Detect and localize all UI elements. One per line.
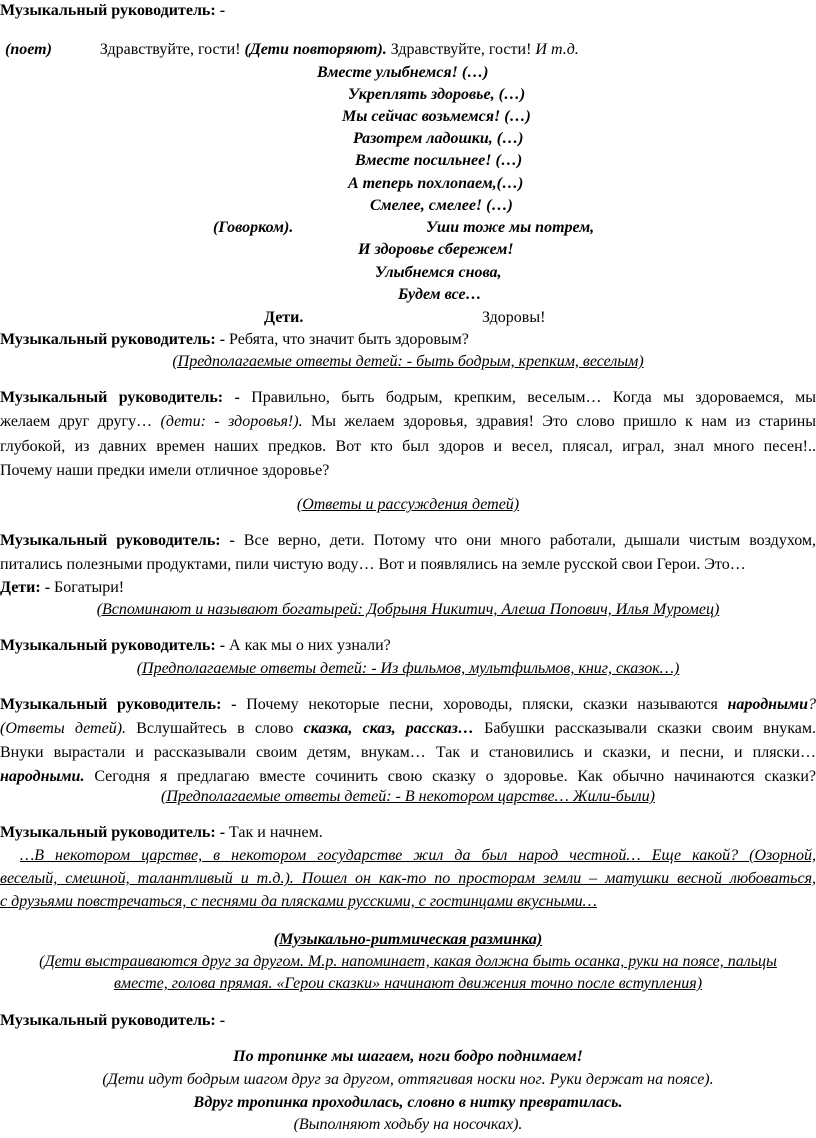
paragraph-text: Мы желаем здоровья, здравия! Это слово пришло к нам из старины [311, 413, 816, 430]
answer-note: (Вспоминают и называют богатырей: Добрыня Никитич, Алеша Попович, Илья Муромец) [96, 601, 720, 618]
verse-line: По тропинке мы шагаем, ноги бодро поднимаем! [233, 1048, 583, 1065]
song-line: Разотрем ладошки, (…) [353, 130, 524, 147]
song-line: Укреплять здоровье, (…) [348, 86, 526, 103]
question-text: Так и начнем. [229, 824, 323, 841]
paragraph-text: желаем друг другу… [0, 413, 153, 430]
answer-note: (Предполагаемые ответы детей: - В некотором царстве… Жили-были) [161, 788, 655, 805]
paragraph-text: Правильно, быть бодрым, крепким, веселым… Когда мы здороваемся, мы [251, 389, 816, 406]
emphasis-word: народными. [0, 768, 85, 785]
emphasis-word: народными [727, 696, 808, 713]
paragraph-line: Почему наши предки имели отличное здоровье? [0, 462, 330, 479]
children-reply-inline: (дети: - здоровья!). [160, 413, 303, 430]
paragraph-text: Бабушки рассказывали сказки своим внукам. [484, 720, 816, 737]
story-line: с друзьями повстречаться, с песнями да плясками русскими, с гостинцами вкусными… [0, 893, 597, 910]
question-1 [0, 329, 469, 351]
emphasis-word: сказка, сказ, рассказ… [303, 720, 474, 737]
speaker-label: Музыкальный руководитель: - [0, 824, 226, 841]
speaker-label: Музыкальный руководитель: - [0, 2, 226, 19]
children-reply: Здоровы! [482, 309, 546, 326]
story-line: …В некотором царстве, в некотором государстве жил да был народ честной… Еще какой? (Озорной, [20, 847, 816, 864]
children-reply: Богатыри! [54, 579, 125, 596]
greeting-2: Здравствуйте, гости! [390, 41, 532, 58]
question-mark: ? [808, 696, 816, 713]
speaker-label: Музыкальный руководитель: - [0, 532, 235, 549]
paragraph-text: Все верно, дети. Потому что они много работали, дышали чистым воздухом, [243, 532, 816, 549]
song-line: Мы сейчас возьмемся! (…) [342, 108, 531, 125]
answer-note: (Предполагаемые ответы детей: - Из фильмов, мультфильмов, книг, сказок…) [136, 660, 680, 677]
paragraph-line [0, 530, 816, 552]
speaker-label: Музыкальный руководитель: - [0, 389, 240, 406]
paragraph-line [0, 411, 816, 433]
poet-tag: (поет) [5, 41, 52, 58]
warmup-direction: вместе, голова прямая. «Герои сказки» начинают движения точно после вступления) [113, 975, 703, 992]
paragraph-line [0, 766, 816, 788]
speaker-label: Музыкальный руководитель: - [0, 1012, 226, 1029]
story-line: веселый, смешной, талантливый и т.д.). Пошел он как-то по просторам земли – матушки весной любоваться, [0, 870, 816, 887]
paragraph-line [0, 694, 816, 716]
paragraph-text: Почему некоторые песни, хороводы, пляски, сказки называются [246, 696, 718, 713]
stage-direction: (Дети идут бодрым шагом друг за другом, оттягивая носки ног. Руки держат на поясе). [102, 1071, 714, 1088]
children-tag: Дети. [264, 309, 304, 326]
speaker-label: Музыкальный руководитель: - [0, 696, 237, 713]
children-echo: (Дети повторяют). [244, 41, 387, 58]
paragraph-text: Сегодня я предлагаю вместе сочинить свою сказку о здоровье. Как обычно начинаются сказки? [94, 768, 816, 785]
speaker-label: Музыкальный руководитель: - [0, 331, 226, 348]
answer-note: (Ответы и рассуждения детей) [296, 496, 520, 513]
children-tag: Дети: - [0, 579, 51, 596]
speaker-label: Музыкальный руководитель: - [0, 637, 226, 654]
paragraph-line: глубокой, из давних времен наших предков. Вот кто был здоров и весел, плясал, играл, знал много песен!.. [0, 438, 816, 455]
spoken-line: Улыбнемся снова, [375, 264, 502, 281]
paragraph-line: питались полезными продуктами, пили чистую воду… Вот и появлялись на земле русской свои Герои. Это… [0, 556, 746, 573]
spoken-tag: (Говорком). [213, 219, 294, 236]
verse-line: Вдруг тропинка проходилась, словно в нитку превратилась. [193, 1094, 623, 1111]
greeting-1: Здравствуйте, гости! [99, 41, 241, 58]
spoken-line: И здоровье сбережем! [358, 241, 514, 258]
spoken-line: Уши тоже мы потрем, [426, 219, 595, 236]
song-line: Вместе улыбнемся! (…) [317, 64, 489, 81]
warmup-direction: (Дети выстраиваются друг за другом. М.р. напоминает, какая должна быть осанка, руки на поясе, пальцы [39, 953, 777, 970]
question-text: Ребята, что значит быть здоровым? [229, 331, 469, 348]
song-line: Смелее, смелее! (…) [370, 197, 513, 214]
question-6 [0, 822, 323, 844]
paragraph-text: Вслушайтесь в слово [136, 720, 294, 737]
song-line: Вместе посильнее! (…) [355, 152, 523, 169]
children-line [0, 577, 124, 599]
question-4 [0, 635, 391, 657]
paragraph-line: Внуки вырастали и рассказывали своим детям, внукам… Так и становились и сказки, и песни, и пляски… [0, 744, 816, 761]
paragraph-line [0, 718, 816, 740]
etc-note: И т.д. [535, 41, 579, 58]
children-reply-inline: (Ответы детей). [0, 720, 127, 737]
spoken-line: Будем все… [398, 286, 482, 303]
warmup-title: (Музыкально-ритмическая разминка) [273, 931, 543, 948]
stage-direction: (Выполняют ходьбу на носочках). [293, 1116, 523, 1133]
answer-note: (Предполагаемые ответы детей: - быть бодрым, крепким, веселым) [172, 353, 644, 370]
song-intro-line [5, 39, 579, 61]
paragraph-line [0, 387, 816, 409]
question-text: А как мы о них узнали? [229, 637, 391, 654]
song-line: А теперь похлопаем,(…) [348, 175, 524, 192]
